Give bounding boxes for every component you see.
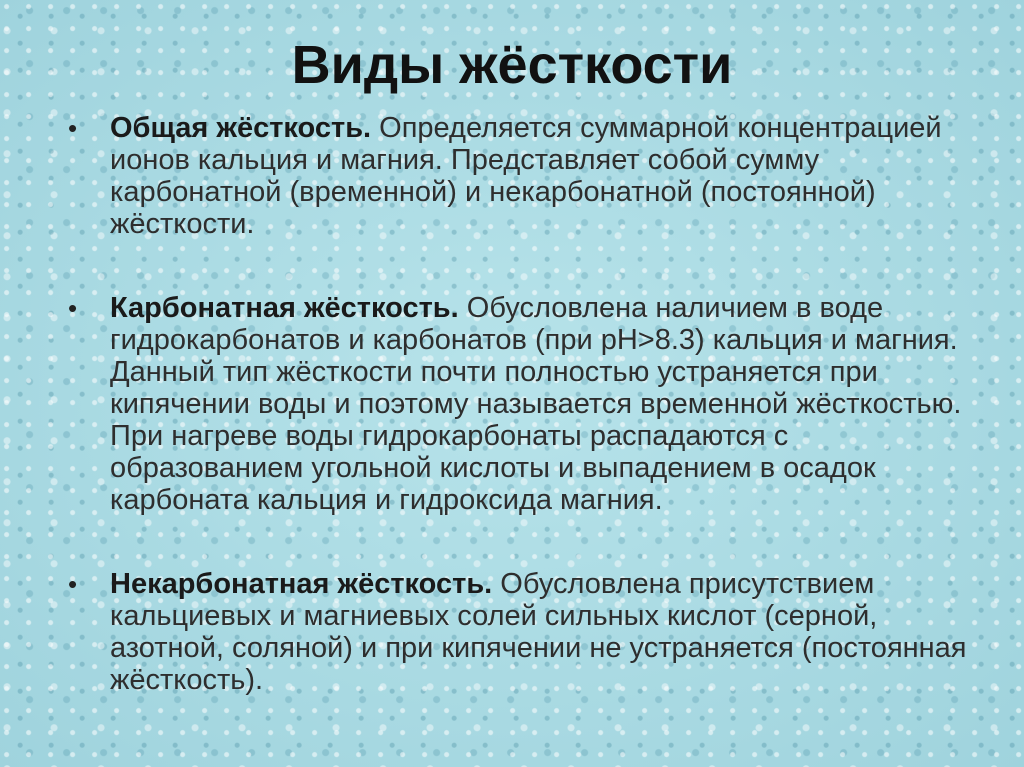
bullet-text: Определяется суммарной концентрацией ионов кальция и магния. Представляет собой сумму карбонатной (временной) и некарбонатной (постоянной) жёсткости. xyxy=(110,112,942,240)
bullet-item-noncarbonate-hardness xyxy=(64,568,984,696)
bullet-icon: • xyxy=(68,113,78,143)
bullet-item-carbonate-hardness xyxy=(64,292,984,516)
bullet-term: Общая жёсткость. xyxy=(110,112,380,144)
bullet-list xyxy=(64,112,984,696)
bullet-item-total-hardness xyxy=(64,112,984,240)
slide-title: Виды жёсткости xyxy=(291,35,733,95)
bullet-text: Обусловлена присутствием кальциевых и магниевых солей сильных кислот (серной, азотной, соляной) и при кипячении не устраняется (постоянная жёсткость). xyxy=(110,568,967,696)
bullet-icon: • xyxy=(68,293,78,323)
bullet-icon: • xyxy=(68,569,78,599)
bullet-text: Обусловлена наличием в воде гидрокарбонатов и карбонатов (при pH>8.3) кальция и магния. Данный тип жёсткости почти полностью устраняется при кипячении воды и поэтому называется временной жёсткостью. При нагреве воды гидрокарбонаты распадаются с образованием угольной кислоты и выпадением в осадок карбоната кальция и гидроксида магния. xyxy=(110,292,962,516)
bullet-term: Карбонатная жёсткость. xyxy=(110,292,467,324)
bullet-term: Некарбонатная жёсткость. xyxy=(110,568,501,600)
